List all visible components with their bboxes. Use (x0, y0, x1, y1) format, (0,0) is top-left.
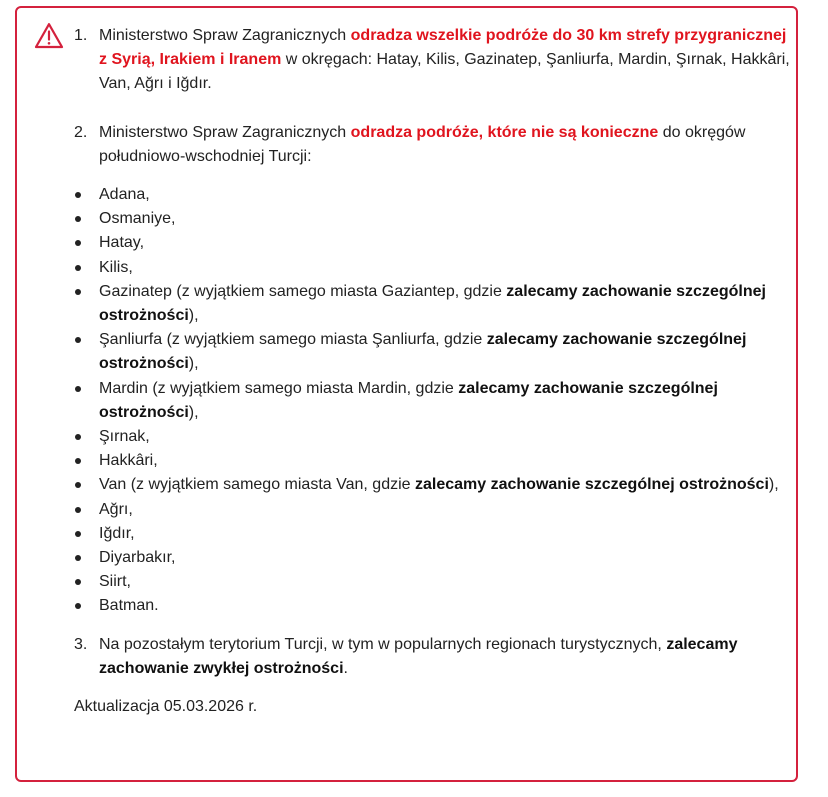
region-name: Ağrı, (99, 500, 133, 518)
red-warning-text: odradza podróże, które nie są konieczne (350, 124, 659, 141)
list-item (74, 256, 790, 280)
item-text: Ministerstwo Spraw Zagranicznych (99, 124, 351, 141)
list-item (74, 183, 790, 207)
item-number: 3. (74, 635, 88, 653)
region-name: Adana, (99, 186, 150, 203)
list-item (74, 546, 790, 570)
region-suffix: ), (188, 355, 199, 373)
item-number: 2. (74, 124, 88, 141)
warning-icon (34, 22, 64, 49)
region-name: Gazinatep (z wyjątkiem samego miasta Gaziantep, gdzie (99, 282, 507, 300)
advisory-item-2 (74, 121, 790, 169)
item-number: 1. (74, 27, 88, 44)
bold-advice: zalecamy zachowanie szczególnej ostrożności (414, 476, 769, 494)
bold-advice: zalecamy zachowanie zwykłej ostrożności (99, 635, 738, 677)
red-warning-text: odradza wszelkie podróże do 30 km strefy przygranicznej z Syrią, Irakiem i Iranem (99, 27, 787, 68)
region-name: Şırnak, (99, 428, 150, 446)
region-list (74, 183, 790, 619)
bold-advice: zalecamy zachowanie szczególnej ostrożności (99, 282, 766, 325)
list-item (74, 522, 790, 546)
bold-advice: zalecamy zachowanie szczególnej ostrożności (99, 379, 718, 421)
region-name: Batman. (99, 597, 159, 615)
list-item (74, 449, 790, 473)
advisory-content (74, 24, 790, 719)
region-name: Kilis, (99, 258, 133, 276)
bold-advice: zalecamy zachowanie szczególnej ostrożności (99, 331, 747, 373)
region-name: Hatay, (99, 234, 145, 252)
travel-advisory-box (15, 6, 798, 782)
item-text: Na pozostałym terytorium Turcji, w tym w popularnych regionach turystycznych, (99, 635, 667, 653)
region-name: Van (z wyjątkiem samego miasta Van, gdzie (99, 476, 415, 494)
list-item (74, 280, 790, 328)
item-text: do okręgów południowo-wschodniej Turcji: (99, 124, 746, 165)
region-suffix: ), (188, 307, 199, 325)
list-item (74, 498, 790, 522)
item-text: w okręgach: Hatay, Kilis, Gazinatep, Şanliurfa, Mardin, Şırnak, Hakkâri, Van, Ağrı i Iğdır. (99, 51, 790, 92)
list-item (74, 594, 790, 618)
list-item (74, 377, 790, 425)
region-name: Mardin (z wyjątkiem samego miasta Mardin, gdzie (99, 379, 459, 397)
region-name: Iğdır, (99, 524, 135, 542)
list-item (74, 328, 790, 376)
region-name: Hakkâri, (99, 452, 158, 470)
list-item (74, 207, 790, 231)
list-item (74, 473, 790, 497)
list-item (74, 570, 790, 594)
region-name: Siirt, (99, 573, 131, 591)
update-date: Aktualizacja 05.03.2026 r. (74, 697, 258, 715)
list-item (74, 231, 790, 255)
region-suffix: ), (768, 476, 779, 494)
advisory-item-1 (74, 24, 790, 96)
list-item (74, 425, 790, 449)
region-name: Osmaniye, (99, 210, 176, 228)
region-suffix: ), (188, 403, 199, 421)
item-text: Ministerstwo Spraw Zagranicznych (99, 27, 351, 44)
region-name: Şanliurfa (z wyjątkiem samego miasta Şanliurfa, gdzie (99, 331, 487, 349)
item-text: . (343, 659, 348, 677)
advisory-item-3 (74, 633, 790, 681)
region-name: Diyarbakır, (99, 549, 176, 567)
